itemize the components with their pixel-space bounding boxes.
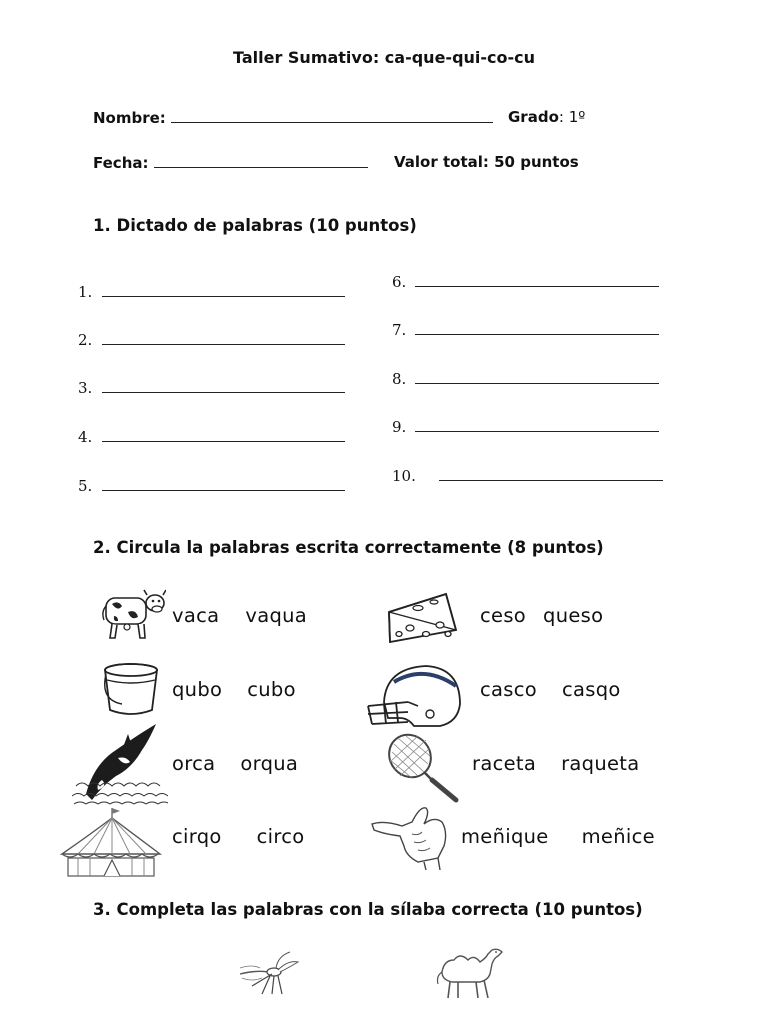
dictation-blank[interactable] xyxy=(102,478,345,491)
choice-row-6 xyxy=(472,752,640,775)
word-option[interactable]: raceta xyxy=(472,752,537,775)
choice-row-3 xyxy=(172,678,296,701)
dictation-item-1: 1. xyxy=(78,283,345,301)
word-option[interactable]: orqua xyxy=(240,752,299,775)
dictation-blank[interactable] xyxy=(102,380,345,393)
dictation-blank[interactable] xyxy=(415,371,659,384)
dictation-blank[interactable] xyxy=(415,322,659,335)
choice-row-1 xyxy=(172,604,307,627)
name-blank-line[interactable] xyxy=(171,108,493,123)
dictation-blank[interactable] xyxy=(439,468,663,481)
word-option[interactable]: cirqo xyxy=(172,825,222,848)
cheese-icon xyxy=(386,590,460,646)
choice-row-2 xyxy=(480,604,603,627)
word-option[interactable]: meñice xyxy=(581,825,655,848)
choice-row-4 xyxy=(480,678,621,701)
section3-heading: 3. Completa las palabras con la sílaba correcta (10 puntos) xyxy=(93,900,643,919)
choice-row-7 xyxy=(172,825,305,848)
circus-tent-icon xyxy=(58,806,164,878)
dictation-item-4: 4. xyxy=(78,428,345,446)
dictation-item-2: 2. xyxy=(78,331,345,349)
choice-row-8 xyxy=(461,825,655,848)
camel-icon xyxy=(432,944,506,1000)
mosquito-icon xyxy=(236,950,302,996)
dictation-item-3: 3. xyxy=(78,379,345,397)
dictation-item-7: 7. xyxy=(392,321,659,339)
name-label: Nombre: xyxy=(93,109,166,127)
word-option[interactable]: casco xyxy=(480,678,537,701)
dictation-item-10: 10. xyxy=(392,467,663,485)
section1-heading: 1. Dictado de palabras (10 puntos) xyxy=(93,216,417,235)
pinky-hand-icon xyxy=(368,800,462,870)
grade-field xyxy=(508,108,585,126)
helmet-icon xyxy=(364,662,464,732)
dictation-item-6: 6. xyxy=(392,273,659,291)
word-option[interactable]: casqo xyxy=(561,678,621,701)
orca-icon xyxy=(72,716,168,808)
word-option[interactable]: orca xyxy=(172,752,216,775)
dictation-item-8: 8. xyxy=(392,370,659,388)
word-option[interactable]: raqueta xyxy=(561,752,640,775)
racket-icon xyxy=(384,732,464,804)
bucket-icon xyxy=(102,660,160,718)
name-field-row xyxy=(93,108,493,127)
dictation-blank[interactable] xyxy=(102,429,345,442)
dictation-blank[interactable] xyxy=(415,419,659,432)
word-option[interactable]: meñique xyxy=(461,825,549,848)
date-field-row xyxy=(93,153,368,172)
date-blank-line[interactable] xyxy=(154,153,368,168)
date-label: Fecha: xyxy=(93,154,149,172)
word-option[interactable]: vaqua xyxy=(245,604,308,627)
dictation-item-9: 9. xyxy=(392,418,659,436)
dictation-item-5: 5. xyxy=(78,477,345,495)
dictation-blank[interactable] xyxy=(415,274,659,287)
section2-heading: 2. Circula la palabras escrita correctamente (8 puntos) xyxy=(93,538,604,557)
total-value: Valor total: 50 puntos xyxy=(394,153,579,171)
dictation-blank[interactable] xyxy=(102,332,345,345)
word-option[interactable]: cubo xyxy=(247,678,296,701)
cow-icon xyxy=(100,586,166,644)
word-option[interactable]: qubo xyxy=(172,678,223,701)
grade-value: : 1º xyxy=(558,108,586,126)
word-option[interactable]: ceso xyxy=(480,604,527,627)
grade-label: Grado xyxy=(508,108,559,126)
dictation-blank[interactable] xyxy=(102,284,345,297)
choice-row-5 xyxy=(172,752,298,775)
word-option[interactable]: circo xyxy=(256,825,305,848)
page-title: Taller Sumativo: ca-que-qui-co-cu xyxy=(232,48,536,67)
word-option[interactable]: queso xyxy=(543,604,604,627)
word-option[interactable]: vaca xyxy=(172,604,220,627)
